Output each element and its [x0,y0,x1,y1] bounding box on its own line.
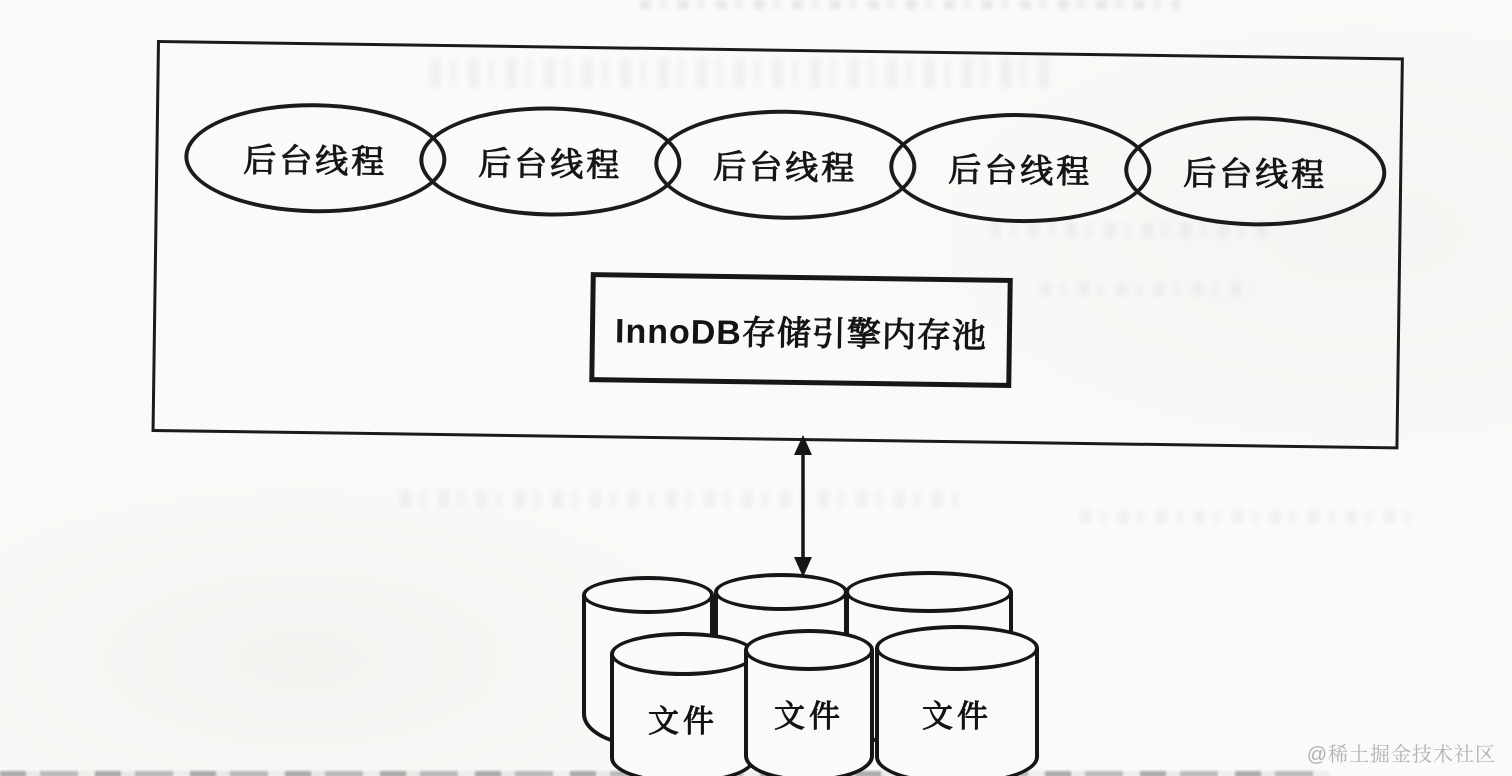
file-label: 文件 [922,699,992,734]
cylinder-top [744,629,874,671]
background-thread-label: 后台线程 [713,147,858,187]
background-thread-label: 后台线程 [948,150,1093,190]
file-cylinder [875,625,1039,776]
cylinder-top [845,571,1013,613]
bidirectional-arrow-icon [781,433,825,579]
innodb-instance-box [152,40,1404,449]
file-cylinder [610,632,756,776]
file-label: 文件 [774,699,844,734]
file-label: 文件 [648,704,718,739]
background-thread-label: 后台线程 [478,144,623,184]
cylinder-top [610,632,756,676]
memory-pool-label: InnoDB存储引擎内存池 [614,311,988,356]
watermark: @稀土掘金技术社区 [1306,744,1496,766]
cylinder-top [582,576,714,614]
memory-pool-box [589,272,1012,388]
background-thread-label: 后台线程 [1182,153,1328,193]
cylinder-top [875,625,1039,671]
background-thread-label: 后台线程 [243,140,388,180]
file-cylinder [744,629,874,776]
